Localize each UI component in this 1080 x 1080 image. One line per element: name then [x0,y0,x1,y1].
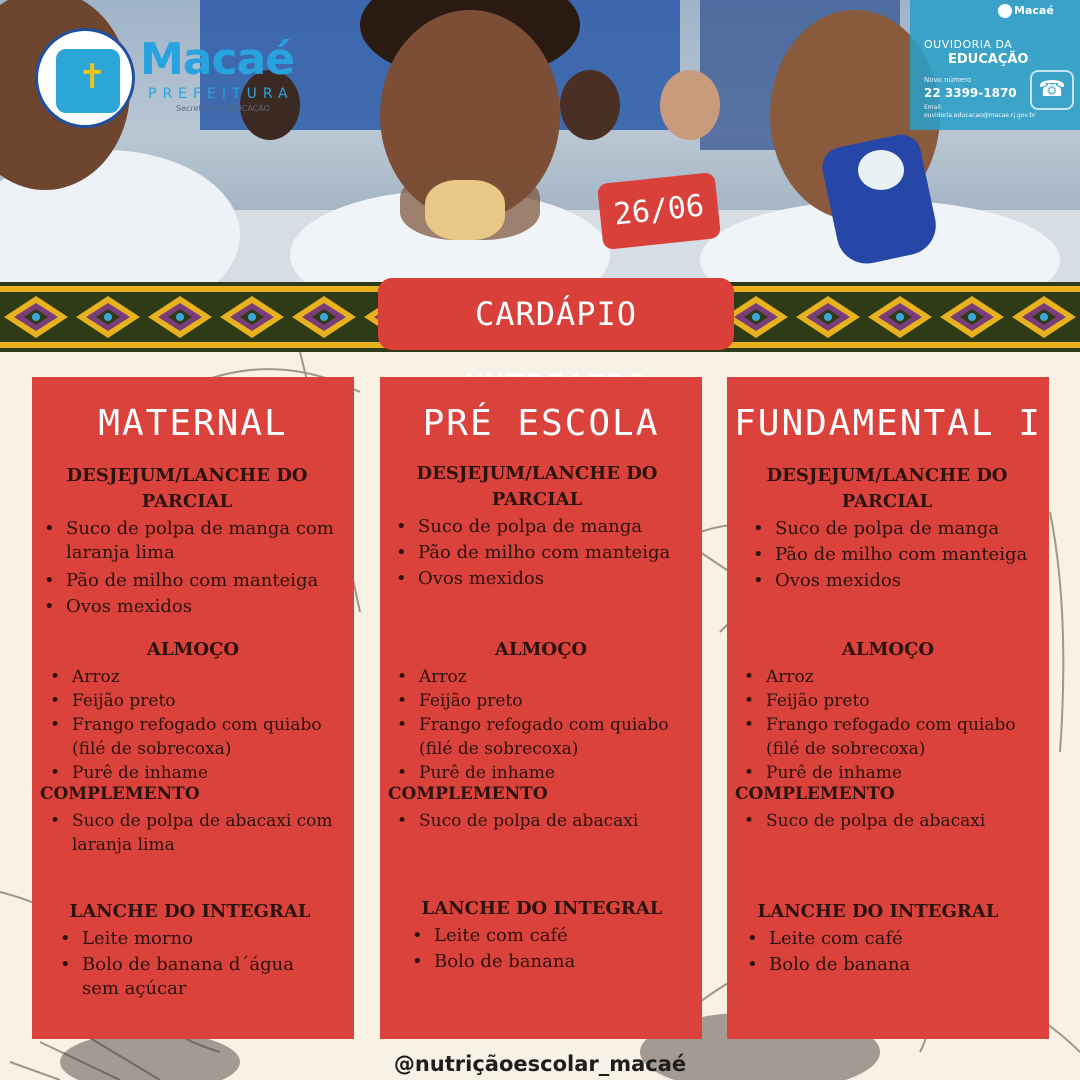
section-title-almoco: ALMOÇO [146,639,240,660]
list-item: • Frango refogado com quiabo (filé de sobrecoxa) [744,715,1016,759]
ouvidoria-title-2: EDUCAÇÃO [948,52,1029,67]
list-item: • Purê de inhame [744,763,902,783]
list-item: • Purê de inhame [50,763,208,783]
list-item: • Suco de polpa de manga com laranja lima [44,518,334,563]
menu-title: CARDÁPIO [378,278,734,350]
list-item: • Feijão preto [397,691,523,711]
list-item: • Frango refogado com quiabo (filé de sobrecoxa) [397,715,669,759]
list-item: • Pão de milho com manteiga [396,542,671,563]
list-item: • Leite com café [747,928,903,949]
logo-subtitle: PREFEITURA [148,86,294,102]
section-title-lanche: LANCHE DO INTEGRAL [421,898,663,919]
list-item: • Arroz [744,667,814,687]
menu-card-maternal [32,377,354,1039]
prefeitura-logo [30,28,320,138]
logo-secretaria: Secretaria | EDUCAÇÃO [176,104,270,113]
section-title-complemento: COMPLEMENTO [388,784,548,804]
ouvidoria-number: 22 3399-1870 [924,86,1017,100]
ouvidoria-email: ouvidoria.educacao@macae.rj.gov.br [924,112,1036,119]
list-item: • Bolo de banana [412,951,576,972]
phone-icon: ☎ [1030,70,1074,110]
list-item: • Bolo de banana d´água sem açúcar [60,954,295,999]
photo-child-background [560,70,620,140]
menu-card-pre-escola [380,377,702,1039]
ouvidoria-title-1: OUVIDORIA DA [924,38,1013,51]
section-title-complemento: COMPLEMENTO [40,784,200,804]
logo-name: Macaé [140,34,295,85]
card-title: FUNDAMENTAL I [734,403,1042,444]
section-title-lanche: LANCHE DO INTEGRAL [69,901,311,922]
photo-bread [425,180,505,240]
list-item: • Ovos mexidos [753,570,901,591]
list-item: • Leite morno [60,928,193,949]
list-item: • Feijão preto [744,691,870,711]
list-item: • Suco de polpa de abacaxi com laranja lima [50,811,333,855]
section-title-complemento: COMPLEMENTO [735,784,895,804]
list-item: • Purê de inhame [397,763,555,783]
section-title-desjejum: DESJEJUM/LANCHE DO PARCIAL [766,465,1008,512]
date-badge: 26/06 [597,172,721,250]
list-item: • Suco de polpa de manga [753,518,1000,539]
photo-child-background [660,70,720,140]
menu-card-fundamental-i [727,377,1049,1039]
section-title-desjejum: DESJEJUM/LANCHE DO PARCIAL [66,465,308,512]
list-item: • Suco de polpa de manga [396,516,643,537]
list-item: • Frango refogado com quiabo (filé de sobrecoxa) [50,715,322,759]
section-title-almoco: ALMOÇO [494,639,588,660]
list-item: • Arroz [50,667,120,687]
section-title-lanche: LANCHE DO INTEGRAL [757,901,999,922]
list-item: • Suco de polpa de abacaxi [397,811,639,831]
section-title-almoco: ALMOÇO [841,639,935,660]
card-title: MATERNAL [98,403,288,444]
card-title: PRÉ ESCOLA [422,403,660,444]
ouvidoria-email-label: Email: [924,104,943,111]
ouvidoria-box [910,0,1080,130]
list-item: • Pão de milho com manteiga [44,570,319,591]
list-item: • Pão de milho com manteiga [753,544,1028,565]
list-item: • Feijão preto [50,691,176,711]
list-item: • Ovos mexidos [396,568,544,589]
list-item: • Arroz [397,667,467,687]
instagram-handle: @nutriçãoescolar_macaé [393,1052,687,1076]
crest-icon: ✝ [35,28,135,128]
ouvidoria-brand: Macaé [1014,4,1054,17]
list-item: • Bolo de banana [747,954,911,975]
ouvidoria-number-label: Novo número [924,76,972,84]
cup-logo [858,150,904,190]
list-item: • Suco de polpa de abacaxi [744,811,986,831]
list-item: • Leite com café [412,925,568,946]
list-item: • Ovos mexidos [44,596,192,617]
ouvidoria-logo-icon [998,4,1012,18]
section-title-desjejum: DESJEJUM/LANCHE DO PARCIAL [416,463,658,510]
